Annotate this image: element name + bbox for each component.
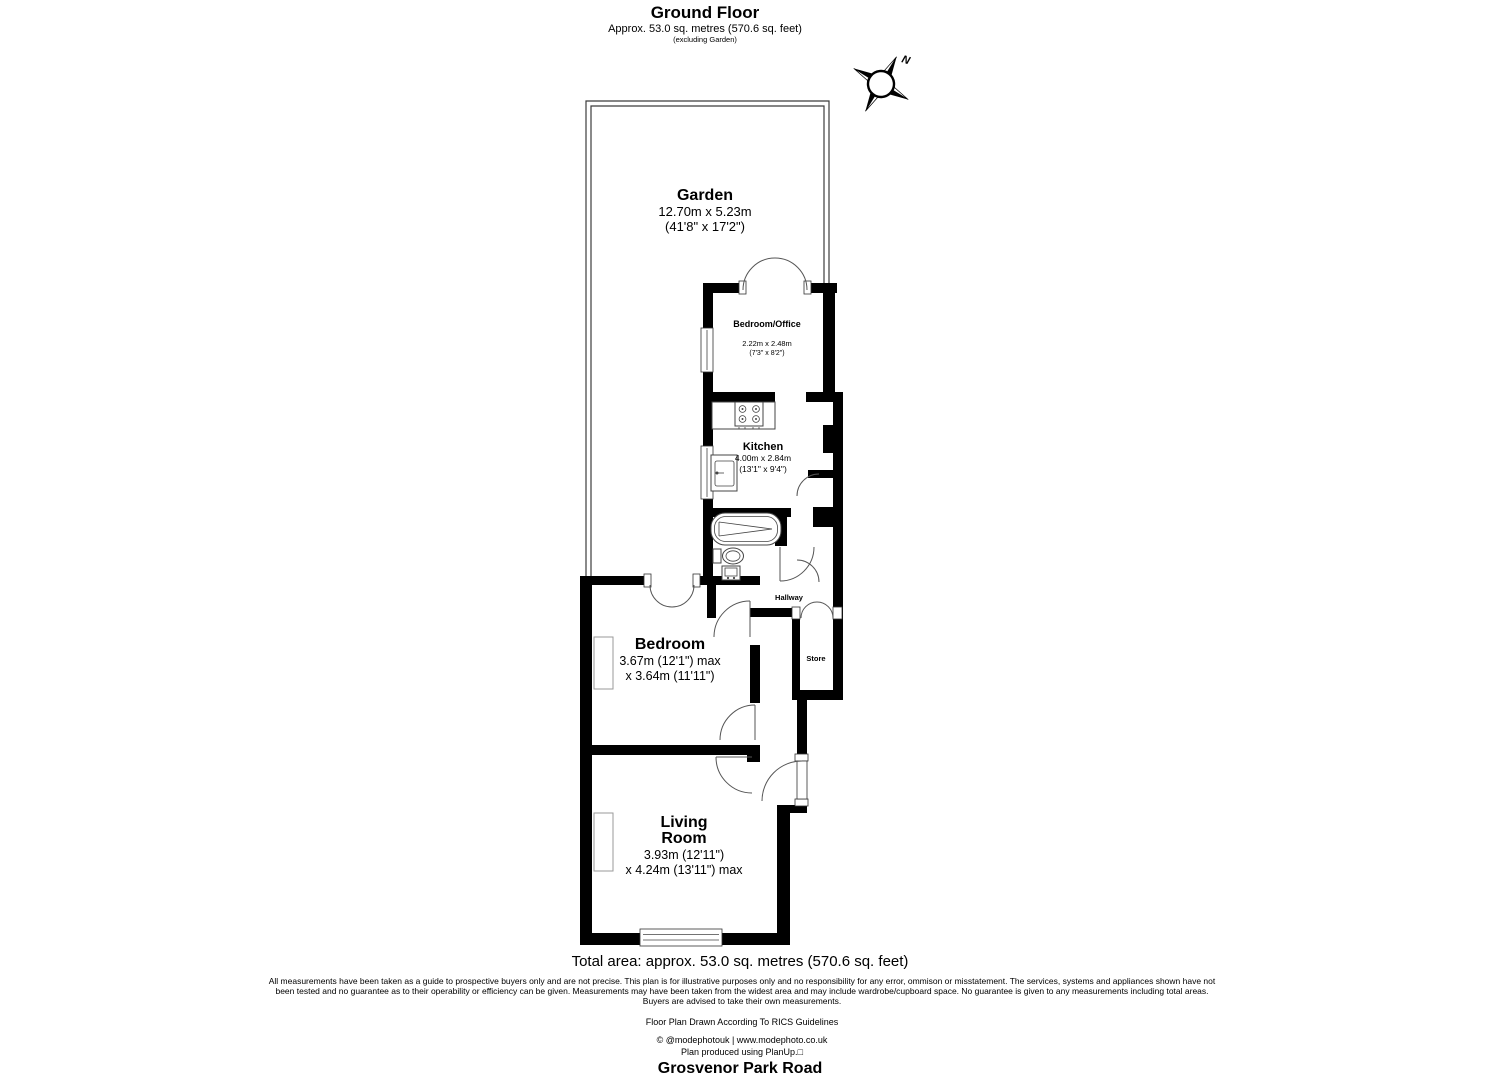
address-title: Grosvenor Park Road [657,1060,823,1077]
walls [580,283,843,945]
plan-header [455,3,955,44]
garden-dims-metric: 12.70m x 5.23m [658,204,752,219]
corridor-door-lower [797,560,819,582]
bedroom-office-dims-imperial: (7'3" x 8'2") [749,350,785,357]
page-title: Ground Floor [650,3,760,22]
store-label: Store [806,654,826,663]
kitchen-label: Kitchen [742,441,784,453]
living-room-label-line1: Living [660,814,708,831]
garden-label: Garden [676,187,734,204]
kitchen-dims-metric: 4.00m x 2.84m [734,453,792,463]
living-room-bay-recess [594,813,613,871]
living-room-window [640,929,722,946]
basin-icon [722,566,740,580]
excluding-garden-note: (excluding Garden) [673,35,737,44]
approx-area-subtitle: Approx. 53.0 sq. metres (570.6 sq. feet) [608,23,802,35]
living-room-dims-line2: x 4.24m (13'11") max [625,863,743,877]
bedroom-label: Bedroom [634,636,706,653]
bedroom-office-window [701,328,713,372]
floor-plan [560,40,940,960]
bedroom-dims-line1: 3.67m (12'1") max [619,654,721,668]
produced-with-text: Plan produced using PlanUp.□ [680,1047,803,1057]
kitchen-sink-icon [711,455,737,491]
kitchen-dims-imperial: (13'1" x 9'4") [739,464,787,474]
living-room-label-line2: Room [661,830,707,847]
total-area-text: Total area: approx. 53.0 sq. metres (570.6 sq. feet) [571,953,909,970]
bedroom-office-label: Bedroom/Office [733,319,801,329]
hallway-label: Hallway [775,593,803,602]
front-door [762,754,808,806]
toilet-icon [713,548,744,564]
bathroom-fixtures [711,513,781,580]
compass-icon [837,40,924,127]
hob-icon [735,402,763,429]
living-room-dims-line1: 3.93m (12'11") [643,848,725,862]
living-room-door [716,757,752,793]
credit-text: © @modephotouk | www.modephoto.co.uk [656,1035,828,1045]
bedroom-office-french-doors [739,258,811,294]
bedroom-french-doors [644,574,700,607]
disclaimer-text: All measurements have been taken as a guide to prospective buyers only and are not precise. This plan is for illustrative purposes only and no responsibility for any error, ommison or misstatement. The services, systems and appliances shown have not been tested and no guarantee as to their operability or efficiency can be given. Measurements may have been taken from the widest area and may include wardrobe/cupboard space. No guarantee is given to any measurements including total areas. Buyers are advised to take their own measurements. [268,976,1216,1007]
bedroom-bay-recess [594,637,613,689]
bedroom-north-door [714,601,750,637]
bedroom-dims-line2: x 3.64m (11'11") [625,669,715,683]
bathtub-icon [711,513,781,545]
bedroom-south-door [720,705,755,740]
compass-north-label: N [900,53,912,68]
garden-dims-imperial: (41'8" x 17'2") [665,219,745,234]
rics-guidelines-text: Floor Plan Drawn According To RICS Guidelines [645,1017,839,1027]
bedroom-office-dims-metric: 2.22m x 2.48m [742,339,792,348]
